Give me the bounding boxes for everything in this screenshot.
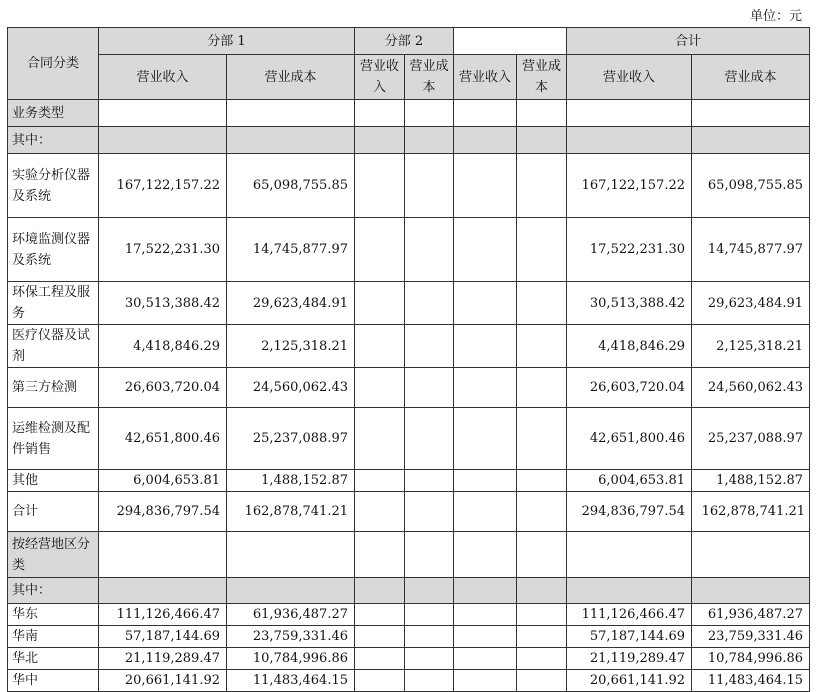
header-seg1-cost: 营业成本 bbox=[227, 55, 355, 100]
row-label: 实验分析仪器及系统 bbox=[8, 154, 99, 218]
total-cost: 65,098,755.85 bbox=[692, 154, 810, 218]
seg1-cost: 61,936,487.27 bbox=[227, 604, 355, 626]
table-row bbox=[8, 154, 810, 218]
row-label: 其他 bbox=[8, 470, 99, 492]
total-revenue: 294,836,797.54 bbox=[567, 492, 692, 532]
header-seg3-cost: 营业成本 bbox=[517, 55, 567, 100]
section-business-type: 业务类型 bbox=[8, 100, 99, 127]
total-revenue: 4,418,846.29 bbox=[567, 325, 692, 368]
row-label: 环保工程及服务 bbox=[8, 282, 99, 325]
seg1-revenue: 30,513,388.42 bbox=[99, 282, 227, 325]
header-total: 合计 bbox=[567, 28, 810, 55]
header-total-cost: 营业成本 bbox=[692, 55, 810, 100]
total-revenue: 17,522,231.30 bbox=[567, 218, 692, 282]
section-by-region: 按经营地区分类 bbox=[8, 532, 99, 578]
row-label: 医疗仪器及试剂 bbox=[8, 325, 99, 368]
seg1-cost: 2,125,318.21 bbox=[227, 325, 355, 368]
total-cost: 29,623,484.91 bbox=[692, 282, 810, 325]
seg1-revenue: 167,122,157.22 bbox=[99, 154, 227, 218]
total-cost: 24,560,062.43 bbox=[692, 368, 810, 408]
header-seg1-revenue: 营业收入 bbox=[99, 55, 227, 100]
total-revenue: 26,603,720.04 bbox=[567, 368, 692, 408]
row-label: 华中 bbox=[8, 670, 99, 692]
header-seg2-cost: 营业成本 bbox=[405, 55, 454, 100]
row-label: 环境监测仪器及系统 bbox=[8, 218, 99, 282]
seg1-revenue: 6,004,653.81 bbox=[99, 470, 227, 492]
table-row bbox=[8, 218, 810, 282]
total-cost: 25,237,088.97 bbox=[692, 408, 810, 470]
row-label: 华东 bbox=[8, 604, 99, 626]
total-revenue: 167,122,157.22 bbox=[567, 154, 692, 218]
row-label: 第三方检测 bbox=[8, 368, 99, 408]
header-seg3-revenue: 营业收入 bbox=[454, 55, 517, 100]
unit-label: 单位：元 bbox=[749, 9, 802, 24]
total-revenue: 57,187,144.69 bbox=[567, 626, 692, 648]
header-seg2-revenue: 营业收入 bbox=[355, 55, 405, 100]
seg1-revenue: 4,418,846.29 bbox=[99, 325, 227, 368]
seg1-cost: 11,483,464.15 bbox=[227, 670, 355, 692]
total-cost: 11,483,464.15 bbox=[692, 670, 810, 692]
row-label: 运维检测及配件销售 bbox=[8, 408, 99, 470]
header-segment2: 分部 2 bbox=[355, 28, 454, 55]
table-row bbox=[8, 325, 810, 368]
table-row bbox=[8, 282, 810, 325]
total-cost: 14,745,877.97 bbox=[692, 218, 810, 282]
table-row bbox=[8, 470, 810, 492]
row-label: 华北 bbox=[8, 648, 99, 670]
seg1-revenue: 294,836,797.54 bbox=[99, 492, 227, 532]
total-cost: 61,936,487.27 bbox=[692, 604, 810, 626]
seg1-revenue: 21,119,289.47 bbox=[99, 648, 227, 670]
total-cost: 23,759,331.46 bbox=[692, 626, 810, 648]
seg1-revenue: 42,651,800.46 bbox=[99, 408, 227, 470]
seg1-revenue: 17,522,231.30 bbox=[99, 218, 227, 282]
total-revenue: 42,651,800.46 bbox=[567, 408, 692, 470]
revenue-cost-table bbox=[7, 27, 810, 692]
total-cost: 10,784,996.86 bbox=[692, 648, 810, 670]
total-revenue: 6,004,653.81 bbox=[567, 470, 692, 492]
seg1-cost: 1,488,152.87 bbox=[227, 470, 355, 492]
row-label: 合计 bbox=[8, 492, 99, 532]
table-row bbox=[8, 626, 810, 648]
seg1-revenue: 26,603,720.04 bbox=[99, 368, 227, 408]
table-row bbox=[8, 368, 810, 408]
seg1-cost: 23,759,331.46 bbox=[227, 626, 355, 648]
table-row bbox=[8, 604, 810, 626]
row-label: 华南 bbox=[8, 626, 99, 648]
section-of-which-2: 其中： bbox=[8, 578, 99, 604]
header-total-revenue: 营业收入 bbox=[567, 55, 692, 100]
seg1-revenue: 57,187,144.69 bbox=[99, 626, 227, 648]
seg1-cost: 14,745,877.97 bbox=[227, 218, 355, 282]
section-of-which-1: 其中： bbox=[8, 127, 99, 154]
total-cost: 1,488,152.87 bbox=[692, 470, 810, 492]
seg1-revenue: 111,126,466.47 bbox=[99, 604, 227, 626]
total-cost: 162,878,741.21 bbox=[692, 492, 810, 532]
table-row bbox=[8, 492, 810, 532]
seg1-cost: 65,098,755.85 bbox=[227, 154, 355, 218]
total-revenue: 30,513,388.42 bbox=[567, 282, 692, 325]
total-revenue: 21,119,289.47 bbox=[567, 648, 692, 670]
seg1-cost: 10,784,996.86 bbox=[227, 648, 355, 670]
header-blank bbox=[454, 28, 567, 55]
seg1-cost: 25,237,088.97 bbox=[227, 408, 355, 470]
header-contract-type: 合同分类 bbox=[8, 28, 99, 100]
total-revenue: 20,661,141.92 bbox=[567, 670, 692, 692]
table-row bbox=[8, 408, 810, 470]
seg1-cost: 24,560,062.43 bbox=[227, 368, 355, 408]
total-revenue: 111,126,466.47 bbox=[567, 604, 692, 626]
table-row bbox=[8, 670, 810, 692]
header-segment1: 分部 1 bbox=[99, 28, 355, 55]
total-cost: 2,125,318.21 bbox=[692, 325, 810, 368]
seg1-cost: 29,623,484.91 bbox=[227, 282, 355, 325]
table-row bbox=[8, 648, 810, 670]
seg1-revenue: 20,661,141.92 bbox=[99, 670, 227, 692]
seg1-cost: 162,878,741.21 bbox=[227, 492, 355, 532]
